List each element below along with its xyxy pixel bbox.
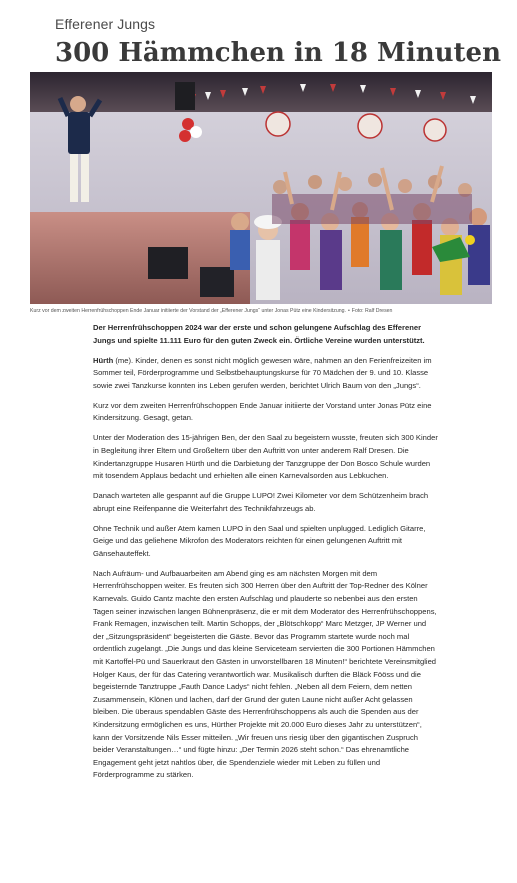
paragraph-text: Kinder, denen es sonst nicht möglich gewesen wäre, nahmen an den Ferienfreizeiten im Sommer teil, Förderprogramme und Selbstbehauptungskurse für 70 Mädchen der 9. und 10. Klasse sowie zwei Tanzkurse konnten ins Leben gerufen werden, berichtet Ulrich Baum von den „Jungs“. — [93, 355, 432, 390]
caption-separator: • — [347, 308, 350, 314]
article-paragraph: Unter der Moderation des 15-jährigen Ben, der den Saal zu begeistern wusste, freuten sich 300 Kinder in Begleitung ihrer Eltern und Großeltern über den Auftritt von unter anderem Ralf Dresen. Die Kindertanzgruppe Husaren Hürth und die Darbietung der Tanzgruppe der Don Bosco Schule wurden mit tosendem Applaus bedacht und erhielten alle einen Karnevalsorden aus Lebkuchen. — [93, 433, 438, 481]
article-paragraph: Ohne Technik und außer Atem kamen LUPO in den Saal und spielten unplugged. Lediglich Gitarre, Geige und das geliehene Mikrofon des Moderators reichten für einen gelungenen Auftritt mit Gänsehauteffekt. — [93, 523, 426, 558]
article-lead: Der Herrenfrühschoppen 2024 war der erste und schon gelungene Aufschlag des Efferener Jungs und spielte 11.111 Euro für den guten Zweck ein. Örtliche Vereine wurden unterstützt. — [93, 323, 425, 345]
dateline-author: (me). — [115, 355, 134, 365]
caption-text: Kurz vor dem zweiten Herrenfrühschoppen Ende Januar initiierte der Vorstand der „Efferener Jungs“ unter Jonas Pütz eine Kindersitzung. — [30, 308, 346, 314]
article-kicker: Efferener Jungs — [55, 16, 156, 32]
article-paragraph — [93, 355, 438, 393]
article-paragraph: Kurz vor dem zweiten Herrenfrühschoppen Ende Januar initiierte der Vorstand unter Jonas Pütz eine Kindersitzung. Gesagt, getan. — [93, 400, 432, 423]
article-photo — [30, 72, 492, 304]
article-paragraph: Nach Aufräum- und Aufbauarbeiten am Abend ging es am nächsten Morgen mit dem Herrenfrühschoppen weiter. Es freuten sich 300 Herren über den Auftritt der Top-Redner des Kölner Karnevals. Guido Cantz machte den ersten Aufschlag und plauderte so nebenbei aus den ersten Tagen seiner inzwischen langen Bühnenpräsenz, die er mit dem Moderator des Herrenfrühschoppens, Frank Remagen, inzwischen teilt. Martin Schopps, der „Blötschkopp“ Marc Metzger, JP Werner und der „Sitzungspräsident“ begeisterten die Gäste. Bevor das Programm startete wurde noch mal ordentlich zugelangt. „Die Jungs und das kleine Serviceteam servierten die 300 Portionen Hämmchen mit Kartoffel-Pü und Sauerkraut den Gästen in unvorstellbaren 18 Minuten!“ berichtete Vereinsmitglied Holger Kaus, der für das Catering verantwortlich war. Musikalisch durften die Bläck Fööss und die begeisternde Tanztruppe „Fauth Dance Ladys“ nicht fehlen. „Neben all dem Feiern, dem netten Zusammensein, Klönen und lachen, darf der Grund der guten Laune nicht außer Acht gelassen bleiben. Die überaus spendablen Gäste des Herrenfrühschoppens als auch die Spenden aus der Kindersitzung ermöglichen es uns, Hürther Projekte mit 20.000 Euro dieses Jahr zu unterstützen“, kann der Vorsitzende Nils Esser mitteilen. „Wir freuen uns riesig über den gigantischen Zuspruch beider Veranstaltungen…“ und fügte hinzu: „Der Termin 2026 steht schon.“ Das ehrenamtliche Engagement geht jetzt nahtlos über, die Spendenziele wieder mit Leben zu füllen und Förderprogramme zu stärken. — [93, 568, 437, 780]
photo-caption — [30, 305, 492, 317]
article-body — [93, 322, 438, 789]
article-headline: 300 Hämmchen in 18 Minuten — [55, 38, 501, 68]
article-dateline: Hürth — [93, 355, 114, 365]
photo-credit: Foto: Ralf Dresen — [351, 308, 393, 314]
article-paragraph: Danach warteten alle gespannt auf die Gruppe LUPO! Zwei Kilometer vor dem Schützenheim brach abrupt eine Reifenpanne die Weiterfahrt des Technikfahrzeugs ab. — [93, 491, 429, 513]
carnival-hall-photo — [30, 72, 492, 304]
